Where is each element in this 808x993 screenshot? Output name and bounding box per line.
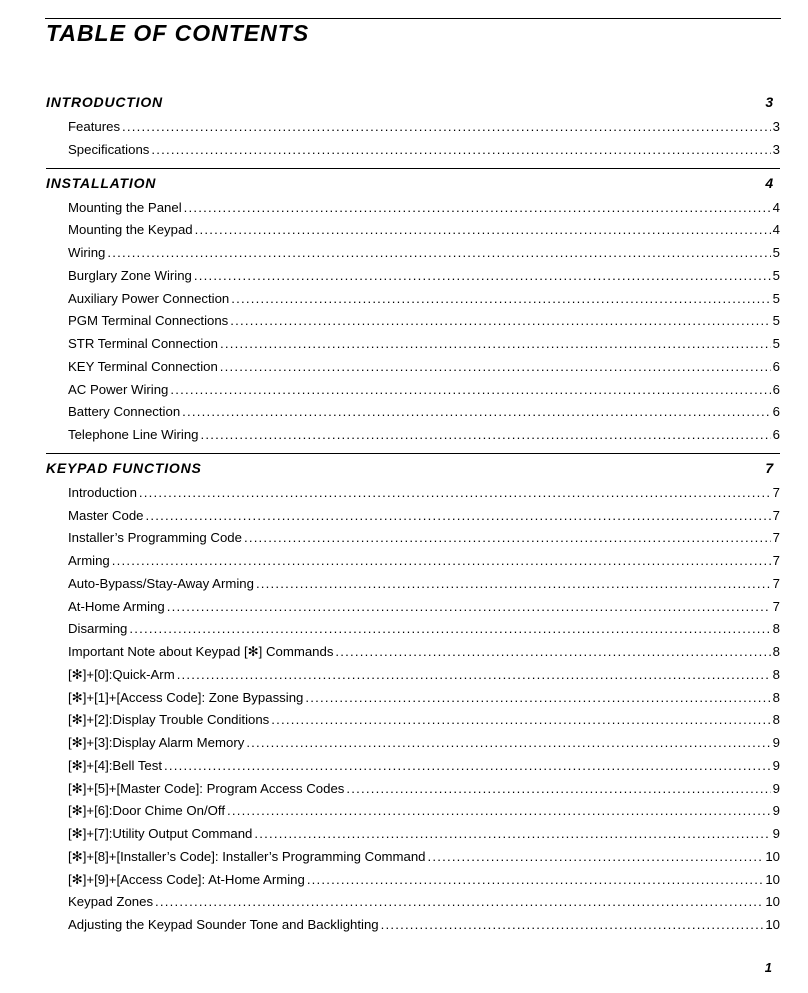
dot-leader <box>112 550 771 573</box>
toc-entry[interactable] <box>46 424 780 447</box>
toc-entry[interactable] <box>46 401 780 424</box>
toc-entry-page-number: 6 <box>772 358 780 374</box>
toc-entry-page-number: 7 <box>772 553 780 568</box>
toc-entry-page-number: 4 <box>772 222 780 238</box>
toc-entry-page-number: 7 <box>772 598 780 614</box>
toc-entry-label: Important Note about Keypad [✻] Commands <box>68 644 334 659</box>
toc-entry-page-number: 7 <box>772 507 780 523</box>
toc-entry-page-number: 3 <box>772 141 780 157</box>
dot-leader <box>381 914 764 937</box>
toc-entry-page-number: 10 <box>765 894 780 910</box>
toc-entry-page-number: 10 <box>765 848 780 864</box>
dot-leader <box>305 687 770 710</box>
toc-entry[interactable] <box>46 197 780 220</box>
toc-entry-label: Specifications <box>68 141 150 157</box>
toc-entry[interactable] <box>46 505 780 528</box>
toc-section <box>46 88 780 162</box>
toc-entry-label: [✻]+[8]+[Installer’s Code]: Installer’s Programming Command <box>68 848 426 864</box>
toc-entry[interactable] <box>46 846 780 869</box>
toc-entry-page-number: 6 <box>772 381 780 397</box>
toc-entry-label: Wiring <box>68 245 106 260</box>
toc-entry-page-number: 9 <box>772 826 780 841</box>
dot-leader <box>194 265 771 288</box>
dot-leader <box>307 869 764 892</box>
toc-entry-label: Installer’s Programming Code <box>68 530 242 546</box>
toc-entry-page-number: 8 <box>772 689 780 705</box>
toc-entry[interactable] <box>46 823 780 846</box>
toc-entry-page-number: 5 <box>772 267 780 283</box>
dot-leader <box>164 755 771 778</box>
dot-leader <box>182 401 770 424</box>
toc-entry[interactable] <box>46 288 780 311</box>
toc-entry-label: Telephone Line Wiring <box>68 427 199 442</box>
toc-entry-label: STR Terminal Connection <box>68 336 219 351</box>
section-heading-label: KEYPAD FUNCTIONS <box>46 459 202 476</box>
toc-entry-page-number: 7 <box>772 484 780 500</box>
toc-entry[interactable] <box>46 482 780 505</box>
top-rule <box>45 18 781 19</box>
toc-entry-label: Auxiliary Power Connection <box>68 290 230 306</box>
table-of-contents <box>46 88 780 937</box>
toc-entry[interactable] <box>46 596 780 619</box>
toc-entry-label: Mounting the Panel <box>68 199 182 215</box>
toc-entry[interactable] <box>46 116 780 139</box>
toc-entry[interactable] <box>46 687 780 710</box>
toc-entry[interactable] <box>46 333 780 356</box>
toc-entry-label: Arming <box>68 553 110 568</box>
dot-leader <box>231 288 770 311</box>
dot-leader <box>146 505 771 528</box>
dot-leader <box>167 596 771 619</box>
page-number: 1 <box>764 960 772 975</box>
page-title: TABLE OF CONTENTS <box>46 20 310 46</box>
toc-entry-label: AC Power Wiring <box>68 381 169 397</box>
section-page-number: 3 <box>765 94 774 110</box>
toc-entry-label: Adjusting the Keypad Sounder Tone and Backlighting <box>68 917 379 932</box>
dot-leader <box>151 139 770 162</box>
dot-leader <box>122 116 771 139</box>
dot-leader <box>129 618 770 641</box>
toc-entry-label: Master Code <box>68 507 144 523</box>
toc-section <box>46 453 780 937</box>
dot-leader <box>428 846 764 869</box>
toc-entry[interactable] <box>46 891 780 914</box>
toc-entry-label: Burglary Zone Wiring <box>68 267 192 283</box>
toc-entry-label: At-Home Arming <box>68 598 165 614</box>
toc-entry[interactable] <box>46 379 780 402</box>
toc-entry-page-number: 8 <box>772 621 780 637</box>
section-heading[interactable] <box>46 88 780 116</box>
toc-entry-page-number: 8 <box>772 666 780 682</box>
toc-entry-label: Keypad Zones <box>68 894 154 910</box>
toc-entry-label: [✻]+[6]:Door Chime On/Off <box>68 803 226 819</box>
toc-entry-label: Introduction <box>68 484 137 500</box>
toc-entry[interactable] <box>46 356 780 379</box>
toc-entry[interactable] <box>46 550 780 573</box>
dot-leader <box>220 333 771 356</box>
dot-leader <box>195 219 771 242</box>
toc-entry-label: [✻]+[3]:Display Alarm Memory <box>68 735 245 750</box>
toc-entry-label: Auto-Bypass/Stay-Away Arming <box>68 575 254 591</box>
dot-leader <box>346 778 770 801</box>
toc-entry-label: PGM Terminal Connections <box>68 313 229 329</box>
dot-leader <box>177 664 771 687</box>
toc-entry[interactable] <box>46 310 780 333</box>
dot-leader <box>246 732 770 755</box>
toc-entry[interactable] <box>46 265 780 288</box>
toc-entry[interactable] <box>46 618 780 641</box>
toc-entry-label: Mounting the Keypad <box>68 222 193 238</box>
toc-entry-label: [✻]+[4]:Bell Test <box>68 757 163 773</box>
toc-entry-label: [✻]+[5]+[Master Code]: Program Access Codes <box>68 780 345 796</box>
toc-entry-page-number: 9 <box>772 780 780 796</box>
toc-entry-page-number: 5 <box>772 313 780 329</box>
dot-leader <box>201 424 771 447</box>
dot-leader <box>184 197 771 220</box>
dot-leader <box>230 310 770 333</box>
toc-entry-label: KEY Terminal Connection <box>68 358 218 374</box>
toc-entry[interactable] <box>46 219 780 242</box>
toc-entry-page-number: 9 <box>772 803 780 819</box>
toc-entry-page-number: 8 <box>772 644 780 659</box>
toc-entry[interactable] <box>46 242 780 265</box>
dot-leader <box>139 482 771 505</box>
dot-leader <box>256 573 771 596</box>
section-page-number: 7 <box>765 459 774 476</box>
toc-entry-page-number: 8 <box>772 712 780 728</box>
toc-entry-page-number: 6 <box>772 427 780 442</box>
toc-entry-label: [✻]+[1]+[Access Code]: Zone Bypassing <box>68 689 304 705</box>
toc-entry-page-number: 9 <box>772 735 780 750</box>
toc-entry-page-number: 10 <box>765 917 780 932</box>
dot-leader <box>244 527 771 550</box>
section-heading-label: INTRODUCTION <box>46 94 163 110</box>
toc-entry-page-number: 10 <box>765 871 780 887</box>
section-heading[interactable] <box>46 454 780 482</box>
toc-entry[interactable] <box>46 709 780 732</box>
toc-entry[interactable] <box>46 641 780 664</box>
toc-entry[interactable] <box>46 778 780 801</box>
dot-leader <box>335 641 770 664</box>
toc-entry[interactable] <box>46 869 780 892</box>
toc-entry-page-number: 5 <box>772 290 780 306</box>
toc-section <box>46 168 780 447</box>
dot-leader <box>271 709 770 732</box>
section-heading-label: INSTALLATION <box>46 174 157 191</box>
toc-entry-page-number: 5 <box>772 336 780 351</box>
toc-entry[interactable] <box>46 139 780 162</box>
dot-leader <box>254 823 770 846</box>
toc-entry[interactable] <box>46 527 780 550</box>
toc-entry-page-number: 7 <box>772 530 780 546</box>
dot-leader <box>155 891 763 914</box>
dot-leader <box>107 242 770 265</box>
dot-leader <box>220 356 771 379</box>
toc-entry-label: Disarming <box>68 621 128 637</box>
toc-entry[interactable] <box>46 914 780 937</box>
toc-entry-label: Features <box>68 119 121 134</box>
toc-entry-page-number: 4 <box>772 199 780 215</box>
section-page-number: 4 <box>765 174 774 191</box>
toc-entry-page-number: 5 <box>772 245 780 260</box>
toc-entry[interactable] <box>46 573 780 596</box>
toc-entry-label: [✻]+[2]:Display Trouble Conditions <box>68 712 270 728</box>
section-heading[interactable] <box>46 169 780 197</box>
toc-entry-label: [✻]+[7]:Utility Output Command <box>68 826 253 841</box>
toc-entry[interactable] <box>46 664 780 687</box>
toc-entry-page-number: 7 <box>772 575 780 591</box>
dot-leader <box>227 800 771 823</box>
toc-entry-page-number: 9 <box>772 757 780 773</box>
toc-entry[interactable] <box>46 732 780 755</box>
dot-leader <box>170 379 770 402</box>
toc-entry[interactable] <box>46 755 780 778</box>
toc-entry-label: Battery Connection <box>68 404 181 420</box>
toc-entry-label: [✻]+[0]:Quick-Arm <box>68 666 175 682</box>
toc-entry[interactable] <box>46 800 780 823</box>
toc-entry-page-number: 3 <box>772 119 780 134</box>
toc-entry-page-number: 6 <box>772 404 780 420</box>
toc-entry-label: [✻]+[9]+[Access Code]: At-Home Arming <box>68 871 305 887</box>
